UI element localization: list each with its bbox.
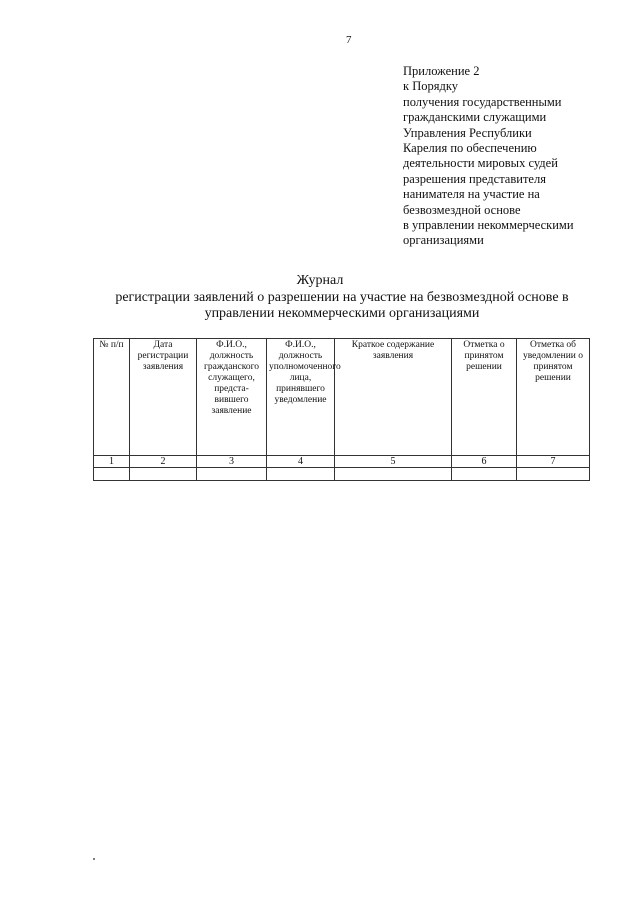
header-cell-authorized-person: Ф.И.О., должность уполномоченного лица, принявшего уведомление [267,339,335,456]
appendix-line: Управления Республики [403,125,532,140]
journal-subtitle: регистрации заявлений о разрешении на участие на безвозмездной основе в управлении некоммерческими организациями [115,290,569,321]
appendix-line: разрешения представителя [403,171,546,186]
appendix-line: гражданскими служащими [403,110,547,125]
empty-cell [335,468,452,481]
appendix-line: организациями [403,233,484,248]
header-cell-decision: Отметка о принятом решении [452,339,517,456]
empty-cell [130,468,197,481]
appendix-line: нанимателя на участие на [403,187,540,202]
column-number-cell: 6 [452,456,517,468]
header-cell-summary: Краткое содержание заявления [335,339,452,456]
registration-journal-table [93,338,590,481]
column-number-cell: 2 [130,456,197,468]
header-cell-employee: Ф.И.О., должность гражданского служащего, предста-вившего заявление [197,339,267,456]
header-cell-number: № п/п [94,339,130,456]
appendix-line: в управлении некоммерческими [403,218,574,233]
column-number-cell: 7 [517,456,590,468]
header-cell-notification: Отметка об уведомлении о принятом решении [517,339,590,456]
empty-cell [452,468,517,481]
page-number: 7 [346,34,352,46]
column-number-row [94,456,590,468]
empty-table-row [94,468,590,481]
appendix-line: Карелия по обеспечению [403,141,537,156]
appendix-line: Приложение 2 [403,64,480,78]
journal-title: Журнал [296,273,344,288]
appendix-line: получения государственными [403,94,562,109]
header-cell-registration-date: Дата регистрации заявления [130,339,197,456]
empty-cell [94,468,130,481]
empty-cell [517,468,590,481]
empty-cell [197,468,267,481]
column-number-cell: 1 [94,456,130,468]
scan-artifact-dot [93,858,95,860]
appendix-block [403,64,618,249]
empty-cell [267,468,335,481]
appendix-line: деятельности мировых судей [403,156,558,171]
appendix-line: безвозмездной основе [403,202,521,217]
column-number-cell: 4 [267,456,335,468]
column-number-cell: 3 [197,456,267,468]
column-number-cell: 5 [335,456,452,468]
appendix-line: к Порядку [403,79,458,94]
table-header-row [94,339,590,456]
